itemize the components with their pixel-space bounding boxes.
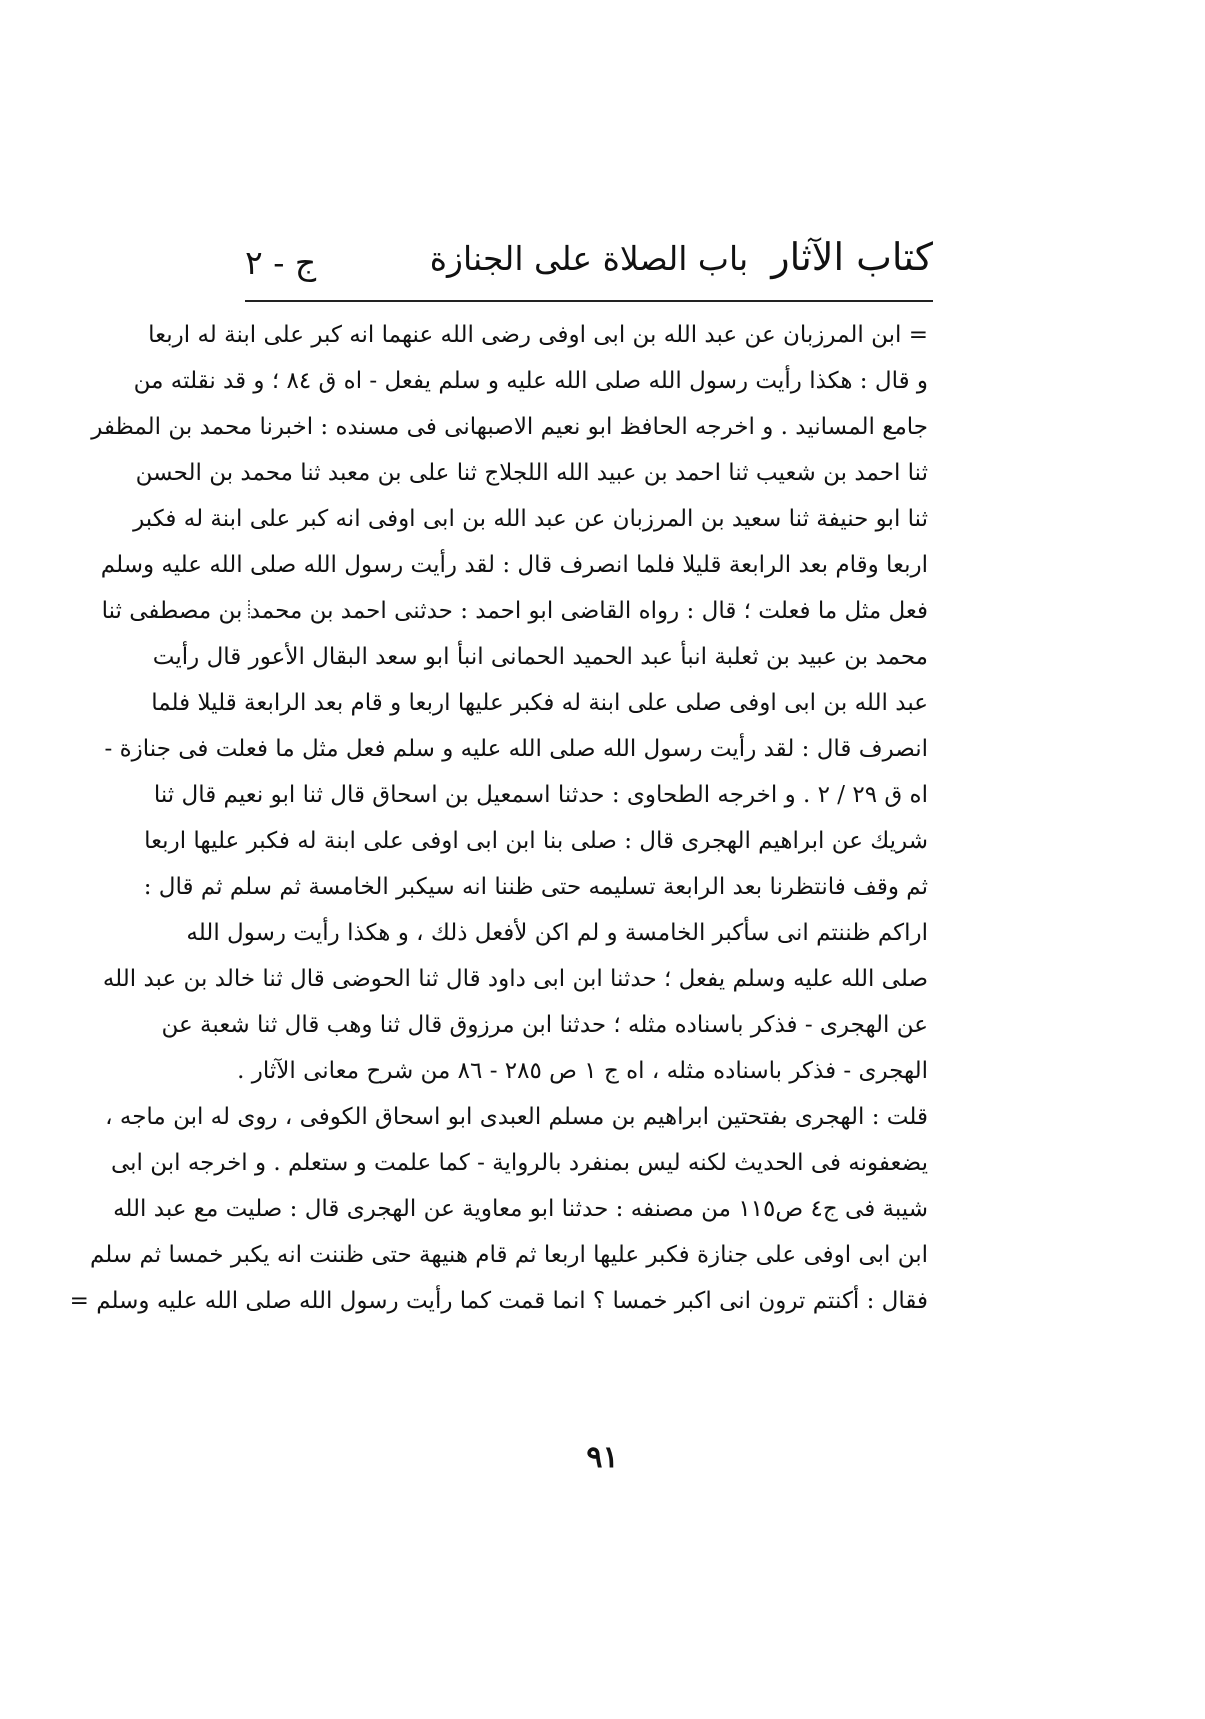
text-line: محمد بن عبيد بن ثعلبة انبأ عبد الحميد الحمانى انبأ ابو سعد البقال الأعور قال رأيت bbox=[152, 644, 928, 670]
text-line: و قال : هكذا رأيت رسول الله صلى الله عليه و سلم يفعل - اه ق ٨٤ ؛ و قد نقلته من bbox=[133, 368, 928, 394]
text-line: عن الهجرى - فذكر باسناده مثله ؛ حدثنا ابن مرزوق قال ثنا وهب قال ثنا شعبة عن bbox=[161, 1012, 928, 1038]
text-line: عبد الله بن ابى اوفى صلى على ابنة له فكبر عليها اربعا و قام بعد الرابعة قليلا فلما bbox=[151, 690, 928, 716]
text-line: = ابن المرزبان عن عبد الله بن ابى اوفى رضى الله عنهما انه كبر على ابنة له اربعا bbox=[148, 322, 928, 348]
text-line: صلى الله عليه وسلم يفعل ؛ حدثنا ابن ابى داود قال ثنا الحوضى قال ثنا خالد بن عبد الله bbox=[102, 966, 928, 992]
chapter-title: باب الصلاة على الجنازة bbox=[429, 239, 749, 278]
page-header bbox=[245, 232, 933, 292]
text-line: ثنا ابو حنيفة ثنا سعيد بن المرزبان عن عبد الله بن ابى اوفى انه كبر على ابنة له فكبر bbox=[133, 506, 928, 532]
volume-label: ج - ٢ bbox=[245, 243, 317, 282]
page-number: ٩١ bbox=[586, 1440, 619, 1475]
text-line: انصرف قال : لقد رأيت رسول الله صلى الله عليه و سلم فعل مثل ما فعلت فى جنازة - bbox=[104, 736, 928, 762]
body-text bbox=[69, 312, 928, 1324]
text-line: اربعا وقام بعد الرابعة قليلا فلما انصرف قال : لقد رأيت رسول الله صلى الله عليه وسلم bbox=[100, 552, 928, 578]
text-line: يضعفونه فى الحديث لكنه ليس بمنفرد بالرواية - كما علمت و ستعلم . و اخرجه ابن ابى bbox=[110, 1150, 928, 1176]
text-line: شيبة فى ج٤ ص١١٥ من مصنفه : حدثنا ابو معاوية عن الهجرى قال : صليت مع عبد الله bbox=[113, 1196, 928, 1222]
text-line: ابن ابى اوفى على جنازة فكبر عليها اربعا ثم قام هنيهة حتى ظننت انه يكبر خمسا ثم سلم bbox=[89, 1242, 928, 1268]
text-line: ثنا احمد بن شعيب ثنا احمد بن عبيد الله اللجلاج ثنا على بن معبد ثنا محمد بن الحسن bbox=[135, 460, 928, 486]
text-line: قلت : الهجرى بفتحتين ابراهيم بن مسلم العبدى ابو اسحاق الكوفى ، روى له ابن ماجه ، bbox=[105, 1104, 928, 1130]
text-line: ثم وقف فانتظرنا بعد الرابعة تسليمه حتى ظننا انه سيكبر الخامسة ثم سلم ثم قال : bbox=[143, 874, 928, 900]
text-line: شريك عن ابراهيم الهجرى قال : صلى بنا ابن ابى اوفى على ابنة له فكبر عليها اربعا bbox=[144, 828, 928, 854]
book-title: كتاب الآثار bbox=[771, 235, 933, 279]
text-line: اراكم ظننتم انى سأكبر الخامسة و لم اكن لأفعل ذلك ، و هكذا رأيت رسول الله bbox=[186, 920, 928, 946]
text-line: الهجرى - فذكر باسناده مثله ، اه ج ١ ص ٢٨٥ - ٨٦ من شرح معانى الآثار . bbox=[237, 1058, 928, 1084]
text-line: فعل مثل ما فعلت ؛ قال : رواه القاضى ابو احمد : حدثنى احمد بن محمد بن مصطفى ثنا bbox=[101, 598, 928, 624]
header-rule bbox=[245, 300, 933, 302]
text-line: فقال : أكنتم ترون انى اكبر خمسا ؟ انما قمت كما رأيت رسول الله صلى الله عليه وسلم = bbox=[69, 1288, 928, 1314]
text-line: اه ق ٢٩ / ٢ . و اخرجه الطحاوى : حدثنا اسمعيل بن اسحاق قال ثنا ابو نعيم قال ثنا bbox=[153, 782, 928, 808]
text-line: جامع المسانيد . و اخرجه الحافظ ابو نعيم الاصبهانى فى مسنده : اخبرنا محمد بن المظفر bbox=[91, 414, 928, 440]
